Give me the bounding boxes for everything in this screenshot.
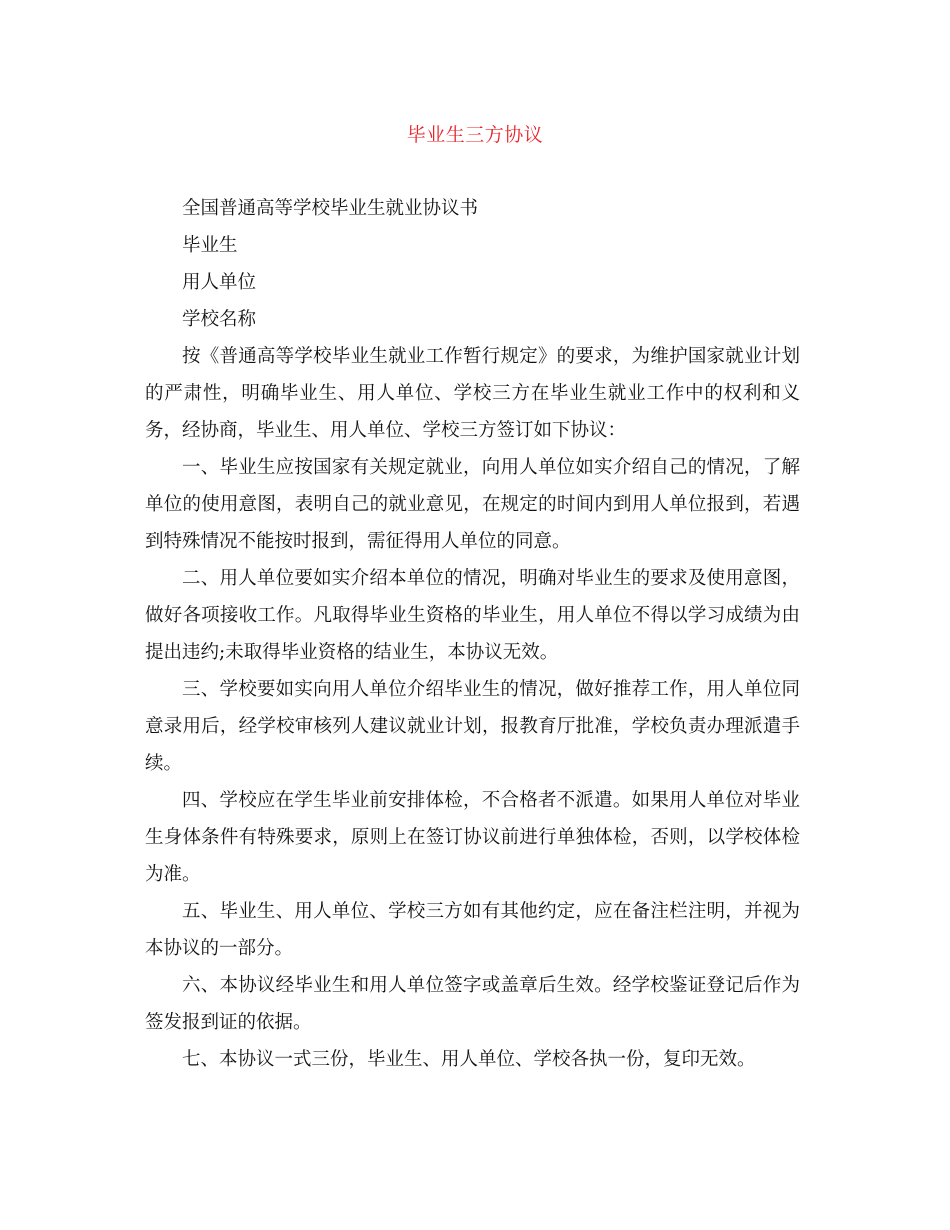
header-line-employer: 用人单位 bbox=[182, 272, 257, 293]
paragraph-clause-2: 二、用人单位要如实介绍本单位的情况，明确对毕业生的要求及使用意图，做好各项接收工作。凡取得毕业生资格的毕业生，用人单位不得以学习成绩为由提出违约;未取得毕业资格的结业生，本协议无效。 bbox=[145, 568, 800, 663]
header-line-school-name: 学校名称 bbox=[182, 309, 257, 330]
paragraph-clause-3: 三、学校要如实向用人单位介绍毕业生的情况，做好推荐工作，用人单位同意录用后，经学校审核列人建议就业计划，报教育厅批准，学校负责办理派遣手续。 bbox=[145, 679, 800, 774]
paragraph-clause-5: 五、毕业生、用人单位、学校三方如有其他约定，应在备注栏注明，并视为本协议的一部分。 bbox=[145, 901, 800, 959]
document-title: 毕业生三方协议 bbox=[406, 124, 544, 146]
header-line-graduate: 毕业生 bbox=[182, 235, 238, 256]
document-body bbox=[145, 190, 800, 1078]
paragraph-clause-4: 四、学校应在学生毕业前安排体检，不合格者不派遣。如果用人单位对毕业生身体条件有特殊要求，原则上在签订协议前进行单独体检，否则，以学校体检为准。 bbox=[145, 790, 800, 885]
paragraph-clause-6: 六、本协议经毕业生和用人单位签字或盖章后生效。经学校鉴证登记后作为签发报到证的依据。 bbox=[145, 975, 800, 1033]
header-line-agreement-name: 全国普通高等学校毕业生就业协议书 bbox=[182, 198, 479, 219]
paragraph-preamble: 按《普通高等学校毕业生就业工作暂行规定》的要求，为维护国家就业计划的严肃性，明确毕业生、用人单位、学校三方在毕业生就业工作中的权利和义务，经协商，毕业生、用人单位、学校三方签订如下协议： bbox=[145, 346, 800, 441]
paragraph-clause-7: 七、本协议一式三份，毕业生、用人单位、学校各执一份，复印无效。 bbox=[182, 1049, 756, 1070]
paragraph-clause-1: 一、毕业生应按国家有关规定就业，向用人单位如实介绍自己的情况，了解单位的使用意图，表明自己的就业意见，在规定的时间内到用人单位报到，若遇到特殊情况不能按时报到，需征得用人单位的同意。 bbox=[145, 457, 800, 552]
